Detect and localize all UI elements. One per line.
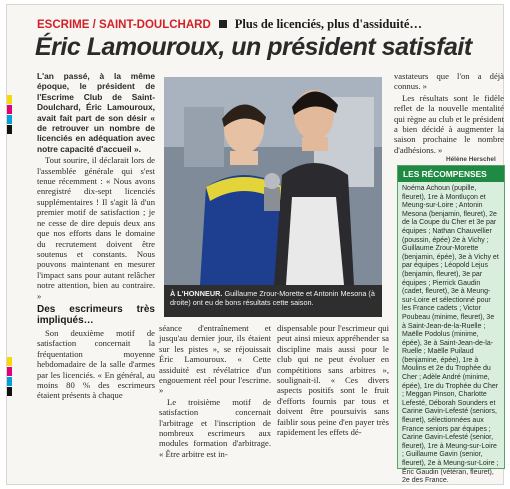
print-mark-yellow (7, 357, 12, 366)
article-subhead: Des escrimeurs très impliqués… (37, 303, 155, 326)
kicker-line (37, 15, 507, 31)
article-column-2 (159, 323, 271, 460)
print-mark-magenta (7, 367, 12, 376)
article-paragraph: vastateurs que l'on a déjà connus. » (394, 71, 504, 92)
article-paragraph: Tout sourire, il déclarait lors de l'assemblée générale qui s'est tenue récemment : « Nous avons enregistré dix-sept licenciés supplémentaires ! Il s'agit là d'un premier motif de satisfaction ; je ne cesse de dire depuis deux ans que nos efforts dans le domaine du recrutement doivent être soutenus et constants. Nous pouvons maintenant en mesurer l'impact sans pour autant relâcher notre attention, bien au contraire. » (37, 155, 155, 301)
author-byline: Hélène Herschel (446, 156, 496, 163)
article-photo (164, 77, 382, 285)
article-lead: L'an passé, à la même époque, le président de l'Escrime Club de Saint-Doulchard, Éric Lamouroux, avait fait part de son désir « de retrouver un nombre de licenciés en adéquation avec notre capacité d'accueil ». (37, 71, 155, 154)
section-label: ESCRIME / SAINT-DOULCHARD (37, 19, 211, 31)
photo-caption (164, 285, 382, 317)
print-mark-cyan (7, 377, 12, 386)
article-paragraph: dispensable pour l'escrimeur qui peut ainsi mieux appréhender sa discipline mais aussi pour le club qui ne peut évoluer en compétitions sans arbitres », soulignait-il. « Ces divers aspects positifs sont le fruit d'efforts fournis par tous et doivent être poursuivis sans faiblir sous peine d'en payer très rapidement les effets dé- (277, 323, 389, 438)
results-box (397, 165, 505, 485)
results-title: LES RÉCOMPENSES (398, 166, 504, 182)
caption-lead: À L'HONNEUR. (170, 289, 223, 298)
deck-text: Plus de licenciés, plus d'assiduité… (234, 17, 422, 31)
print-mark-yellow (7, 95, 12, 104)
article-paragraph: Le troisième motif de satisfaction concernait l'arbitrage et l'inscription de nombreux escrimeurs aux modules formation d'arbitrage. « Être arbitre est in- (159, 396, 271, 459)
article-column-1 (37, 71, 155, 402)
print-mark-magenta (7, 105, 12, 114)
print-mark-black (7, 387, 12, 396)
article-column-3 (277, 323, 389, 438)
article-paragraph: Les résultats sont le fidèle reflet de la nouvelle mentalité qui règne au club et le président a bien décidé à augmenter la saison prochaine le nombre d'adhésions. » (394, 92, 504, 155)
article-paragraph: Son deuxième motif de satisfaction concernait la fréquentation moyenne hebdomadaire de la salle d'armes par les licenciés. « En général, au moins 80 % des escrimeurs étaient présents à chaque (37, 327, 155, 401)
newspaper-clipping (6, 4, 504, 485)
results-text: Noéma Achoun (pupille, fleuret), 1re à Montluçon et Meung-sur-Loire ; Antonin Mesona (benjamin, fleuret), 2e de la Coupe du Cher et 3e par équipes ; Nathan Chauvellier (poussin, épée) 2e à Vichy ; Guillaume Zrour-Morette (benjamin, épée), 3e à Vichy et par équipes ; Léopold Lejus (benjamin, fleuret), 3e par équipes ; Pierrick Gaudin (cadet, fleuret), 3e à Meung-sur-Loire et sélectionné pour les France cadets ; Victor Poubeau (minime, fleuret), 3e à Saint-Jean-de-la-Ruelle ; Maëlle Podolus (minime, épée), 3e à Saint-Jean-de-la-Ruelle ; Maëlle Puilaud (benjamine, épée), 1re à Moulins et 2e du Trophée du Cher ; Adèle André (minime, épée), 1re du Trophée du Cher ; Meggan Pinson, Charlotte Lefesté, Déborah Sounders et Carine Gavin-Lefesté (seniors, fleuret), sélectionnées aux France seniors par équipes ; Carine Gavin-Lefesté (senior, fleuret), 1re à Meung-sur-Loire ; Guillaume Gavin (senior, fleuret), 2e à Meung-sur-Loire ; Éric Gaudin (vétéran, fleuret), 2e des France. (402, 185, 499, 485)
article-paragraph: séance d'entraînement et jusqu'au dernier jour, ils étaient sur les pistes », se réjouissait Éric Lamouroux. « Cette assiduité est révélatrice d'un engouement réel pour l'escrime. » (159, 323, 271, 396)
article-title: Éric Lamouroux, un président satisfait (35, 33, 472, 61)
print-mark-cyan (7, 115, 12, 124)
caption-text: Guillaume Zrour-Morette et Antonin Mesona (à droite) ont eu de bons résultats cette saison. (170, 289, 375, 307)
article-column-4 (394, 71, 504, 156)
fencers-photo-illustration (164, 77, 382, 285)
print-mark-black (7, 125, 12, 134)
square-bullet-icon (219, 20, 227, 28)
